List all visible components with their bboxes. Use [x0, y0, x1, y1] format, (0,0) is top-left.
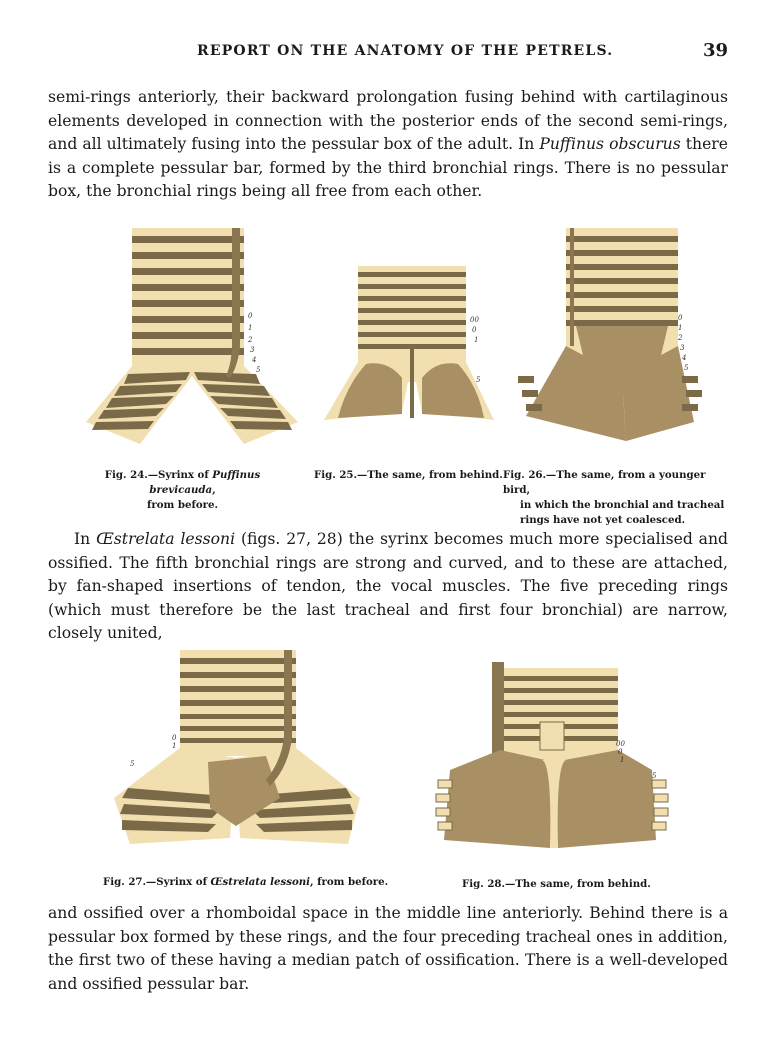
paragraph-1-text-b: there is a complete pessular bar, formed by the third bronchial rings. There is no pessular box, the bronchial rings being all free from each other.: [48, 135, 728, 200]
svg-text:0: 0: [172, 734, 177, 742]
fig24-caption-suffix: ,: [212, 484, 216, 496]
svg-text:1: 1: [474, 336, 479, 344]
svg-text:00: 00: [470, 316, 479, 324]
svg-text:3: 3: [250, 346, 255, 354]
svg-text:1: 1: [678, 324, 683, 332]
fig24-caption-line2: from before.: [146, 499, 219, 511]
paragraph-1-text-a: semi-rings anteriorly, their backward prolongation fusing behind with cartilaginous elements developed in connection with the posterior ends of the second semi-rings, and all ultimately fusing into the pessular box of the adult. In: [48, 88, 728, 153]
svg-text:5: 5: [476, 376, 481, 384]
figure-26-caption: [503, 468, 733, 528]
fig28-median-patch: [540, 722, 564, 750]
fig24-trachea: [132, 228, 244, 368]
figure-26: [516, 226, 706, 451]
svg-text:4: 4: [682, 354, 687, 362]
svg-text:00: 00: [616, 740, 625, 748]
svg-text:1: 1: [620, 756, 625, 764]
figure-28-illustration: [430, 660, 670, 870]
figure-26-illustration: [516, 226, 706, 451]
paragraph-1: [48, 86, 728, 204]
svg-text:2: 2: [248, 336, 253, 344]
fig27-caption-prefix: Fig. 27.—Syrinx of: [103, 876, 211, 888]
paragraph-2-text-a: In: [74, 530, 97, 548]
paragraph-3: and ossified over a rhomboidal space in the middle line anteriorly. Behind there is a pessular box formed by these rings, and the four preceding tracheal ones in addition, the first two of these having a median patch of ossification. There is a well-developed and ossified pessular bar.: [48, 904, 728, 993]
fig24-right-bronchus: [192, 366, 298, 444]
figure-27-illustration: [112, 648, 362, 862]
fig26-caption-line2: in which the bronchial and tracheal: [520, 499, 725, 511]
svg-text:1: 1: [172, 742, 177, 750]
figure-24: [80, 226, 305, 458]
fig24-caption-prefix: Fig. 24.—Syrinx of: [104, 469, 213, 481]
fig26-caption-line1: Fig. 26.—The same, from a younger bird,: [503, 469, 706, 496]
figure-27: [112, 648, 362, 862]
page-header: [0, 40, 776, 64]
fig26-caption-line3: rings have not yet coalesced.: [520, 514, 686, 526]
fig24-left-bronchus: [86, 366, 192, 444]
page-number: 39: [703, 40, 729, 61]
figure-28: [430, 660, 670, 870]
figure-25-caption: Fig. 25.—The same, from behind.: [314, 469, 503, 481]
figure-25: [318, 252, 498, 432]
paragraph-2-text-b: (figs. 27, 28) the syrinx becomes much more specialised and ossified. The fifth bronchial rings are strong and curved, and to these are attached, by fan-shaped insertions of tendon, the vocal muscles. The five preceding rings (which must therefore be the last tracheal and first four bronchial) are narrow, closely united,: [48, 530, 728, 642]
figure-27-caption: [103, 875, 403, 890]
svg-text:5: 5: [652, 772, 657, 780]
svg-text:0: 0: [678, 314, 683, 322]
svg-text:5: 5: [256, 366, 261, 374]
figure-24-caption: [70, 468, 295, 513]
svg-text:5: 5: [684, 364, 689, 372]
svg-text:3: 3: [680, 344, 685, 352]
paragraph-2: [48, 528, 728, 646]
paragraph-2-species: Œstrelata lessoni: [96, 530, 236, 548]
figure-25-illustration: [318, 252, 498, 432]
fig27-caption-species: Œstrelata lessoni: [210, 876, 311, 888]
fig27-caption-suffix: , from before.: [310, 876, 389, 888]
svg-text:0: 0: [248, 312, 253, 320]
figure-24-illustration: [80, 226, 305, 458]
fig24-ring-labels: [247, 312, 261, 374]
svg-text:2: 2: [678, 334, 683, 342]
fig24-caption-species: Puffinus brevicauda: [149, 469, 261, 496]
svg-text:1: 1: [248, 324, 253, 332]
running-title: REPORT ON THE ANATOMY OF THE PETRELS.: [197, 43, 614, 59]
svg-text:0: 0: [618, 748, 623, 756]
paragraph-1-species: Puffinus obscurus: [539, 135, 681, 153]
fig28-bronchi: [436, 750, 668, 848]
svg-text:5: 5: [130, 760, 135, 768]
svg-text:0: 0: [472, 326, 477, 334]
fig28-trachea: [500, 668, 618, 768]
svg-text:4: 4: [252, 356, 257, 364]
figure-28-caption: Fig. 28.—The same, from behind.: [462, 878, 651, 890]
